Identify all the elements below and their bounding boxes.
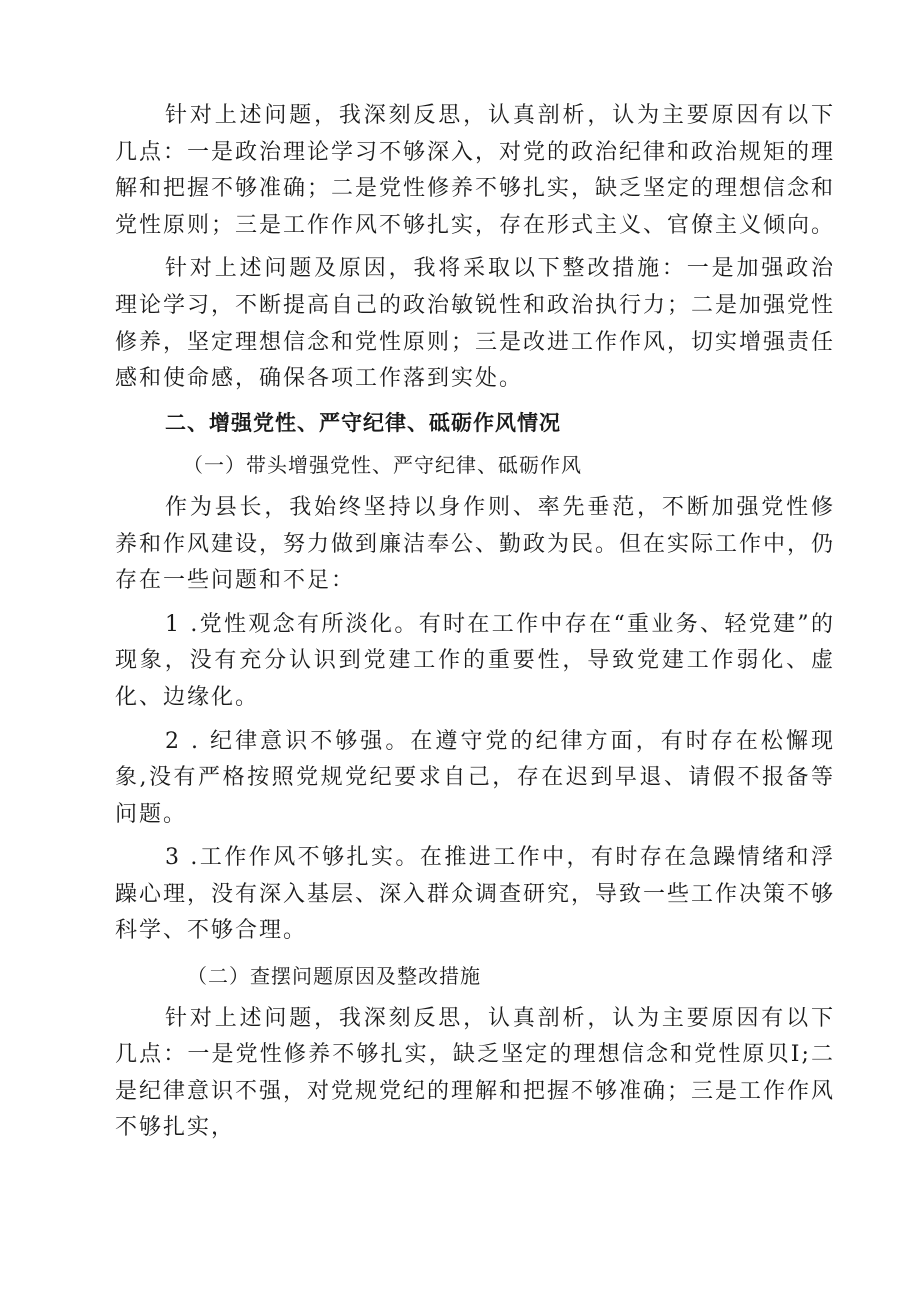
paragraph-rectification-measures: 针对上述问题及原因，我将采取以下整改措施：一是加强政治理论学习，不断提高自己的政治敏锐性和政治执行力；二是加强党性修养，坚定理想信念和党性原则；三是改进工作作风，切实增强责任感和使命感，确保各项工作落到实处。 [115,256,836,392]
subsection-heading-2: （二）查摆问题原因及整改措施 [187,964,481,989]
document-body [115,98,835,1147]
section-heading: 二、增强党性、严守纪律、砥砺作风情况 [165,410,561,435]
paragraph-self-assessment: 作为县长，我始终坚持以身作则、率先垂范，不断加强党性修养和作风建设，努力做到廉洁奉公、勤政为民。但在实际工作中，仍存在一些问题和不足： [115,494,836,594]
paragraph-causes-analysis: 针对上述问题，我深刻反思，认真剖析，认为主要原因有以下几点：一是政治理论学习不够深入，对党的政治纪律和政治规矩的理解和把握不够准确；二是党性修养不够扎实，缺乏坚定的理想信念和党性原则；三是工作作风不够扎实，存在形式主义、官僚主义倾向。 [115,103,836,238]
paragraph-causes-analysis-2: 针对上述问题，我深刻反思，认真剖析，认为主要原因有以下几点：一是党性修养不够扎实，缺乏坚定的理想信念和党性原贝I;二是纪律意识不强，对党规党纪的理解和把握不够准确；三是工作作风不够扎实， [115,1005,836,1141]
list-item-3: 3 .工作作风不够扎实。在推进工作中，有时存在急躁情绪和浮躁心理，没有深入基层、深入群众调查研究，导致一些工作决策不够科学、不够合理。 [115,845,836,944]
list-item-1: 1 .党性观念有所淡化。有时在工作中存在“重业务、轻党建”的现象，没有充分认识到党建工作的重要性，导致党建工作弱化、虚化、边缘化。 [115,611,835,710]
subsection-heading-1: （一）带头增强党性、严守纪律、砥砺作风 [183,453,582,478]
list-item-2: 2 . 纪律意识不够强。在遵守党的纪律方面，有时存在松懈现象,没有严格按照党规党纪要求自己，存在迟到早退、请假不报备等问题。 [115,728,835,827]
